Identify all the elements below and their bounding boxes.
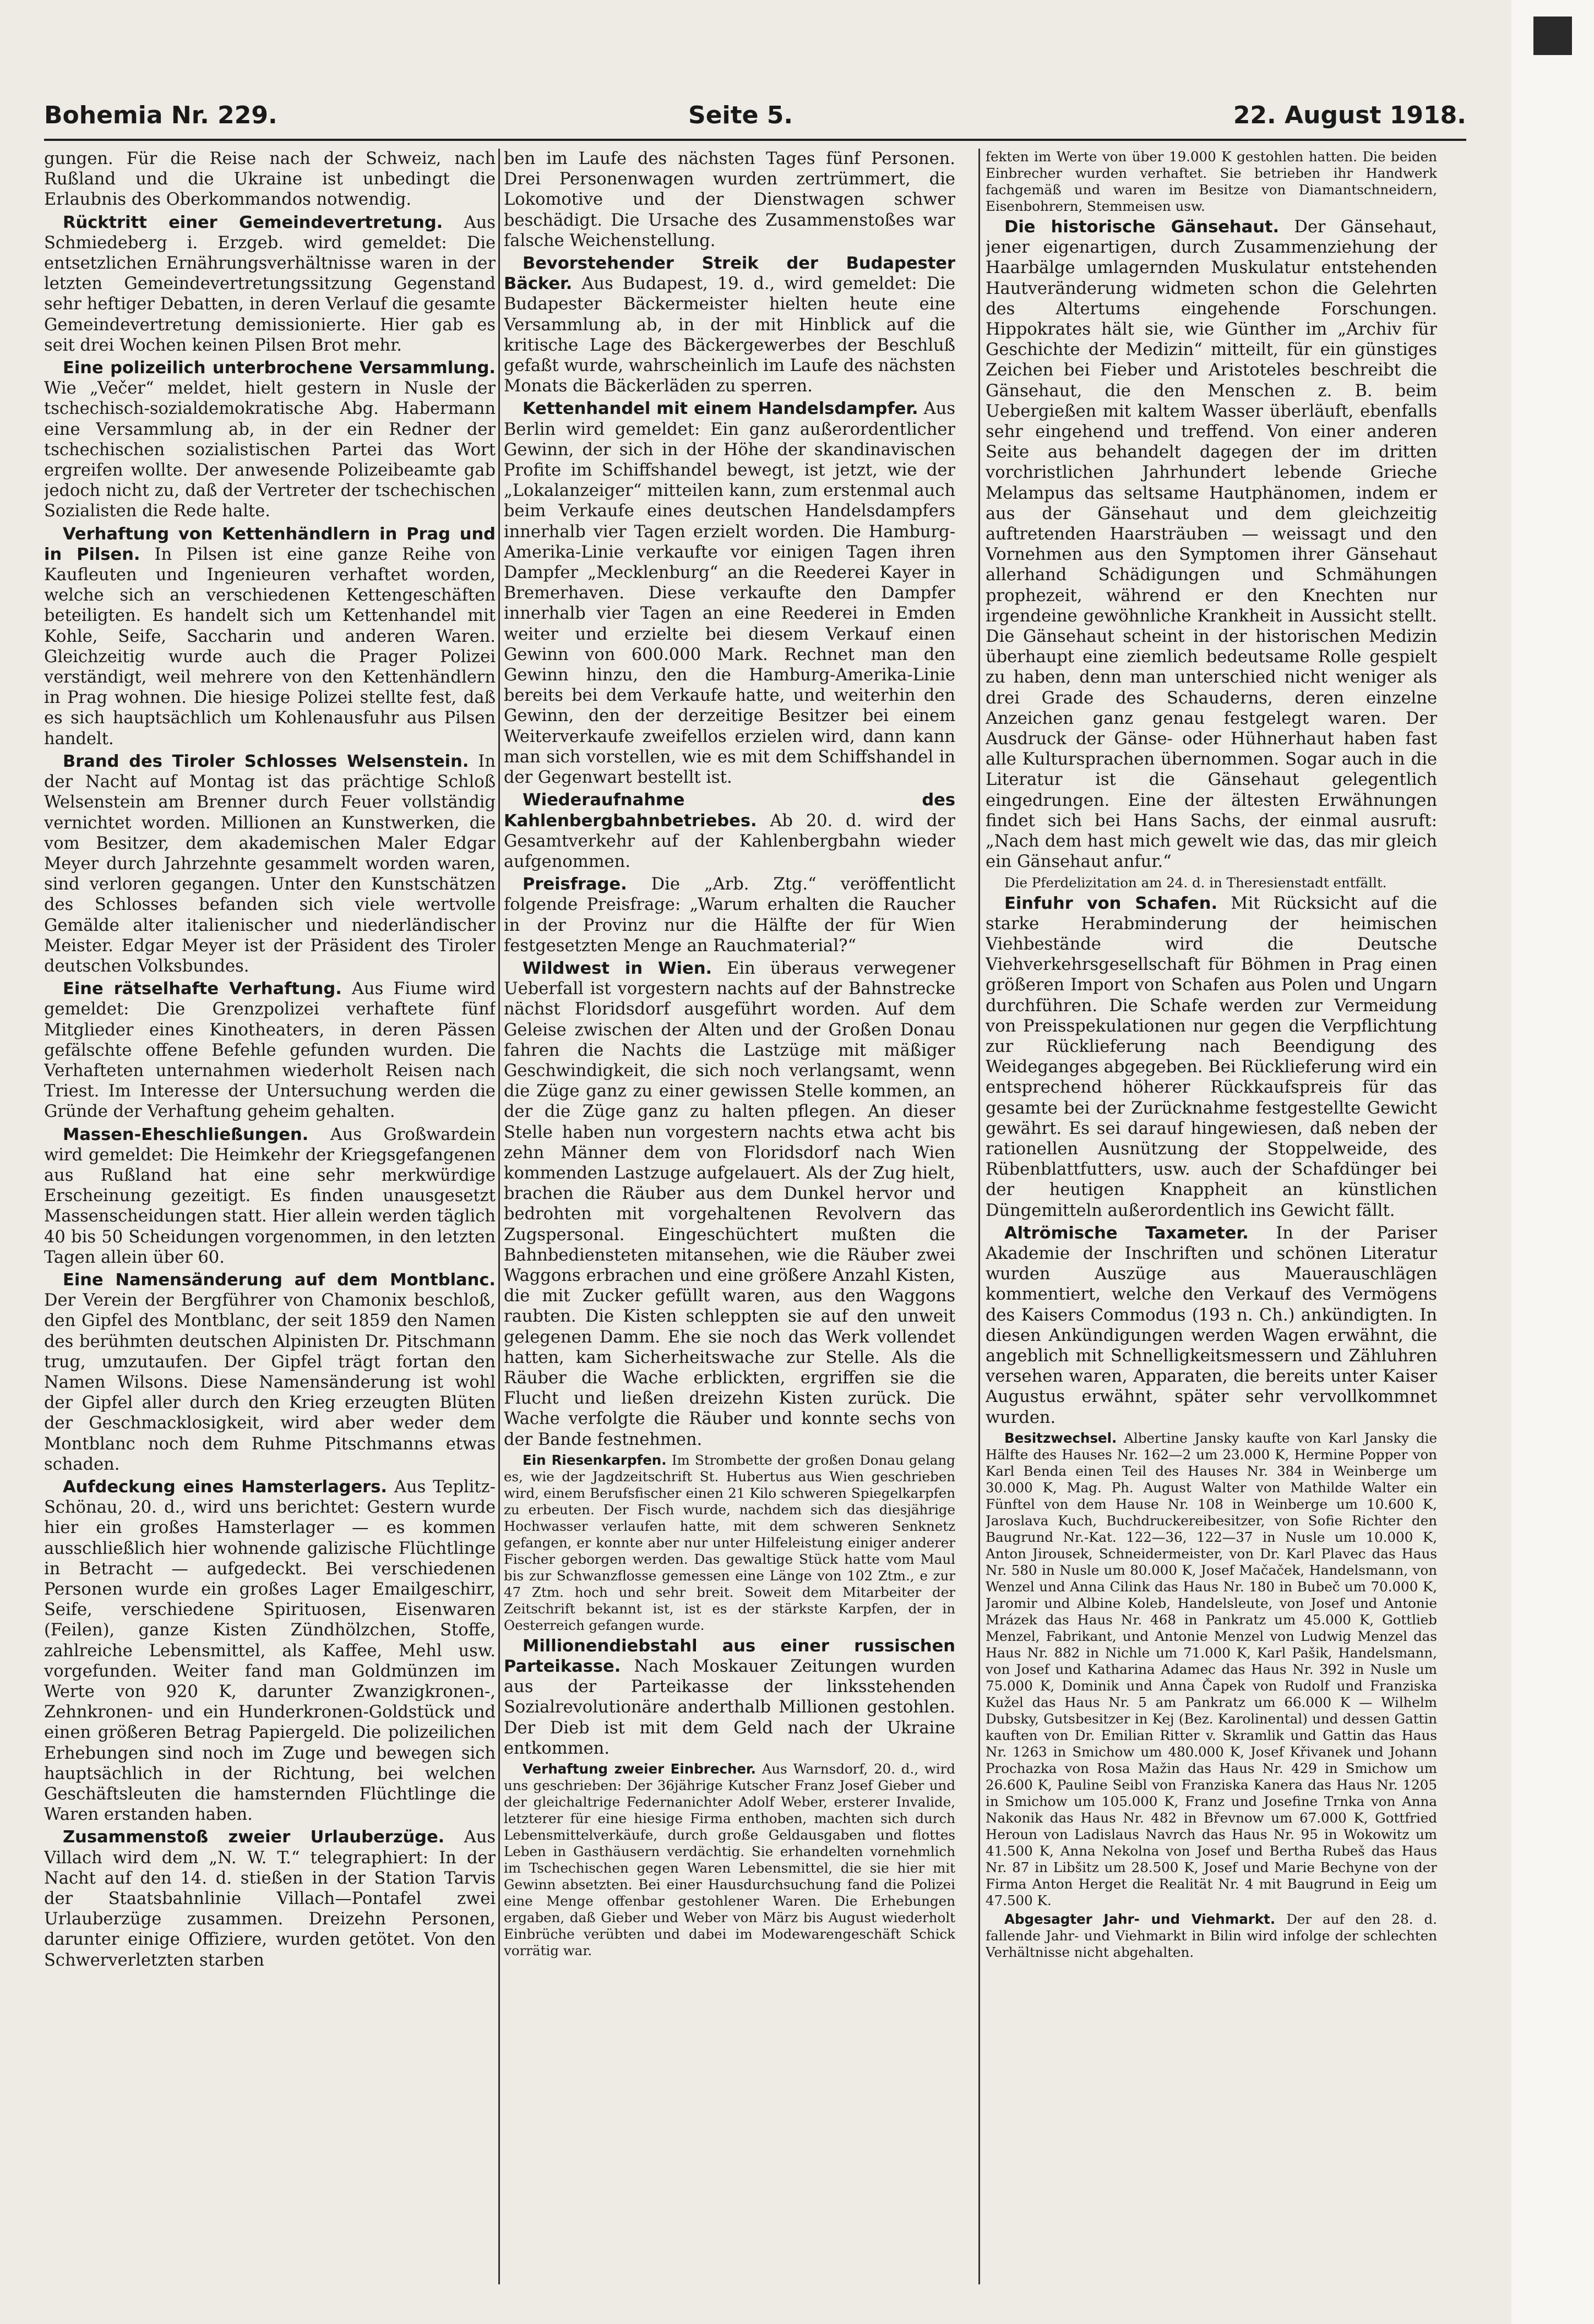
article-text: Ein überaus verwegener Ueberfall ist vorgestern nachts auf der Bahnstrecke nächst Floridsdorf ausgeführt worden. Auf dem Geleise zwischen der Alten und der Großen Donau fahren die Nachts die Lastzüge mit mäßiger Geschwindigkeit, die sich noch verlangsamt, wenn die Züge ganz zu einer gewissen Stelle kommen, an der die Züge ganz zu halten pflegen. An dieser Stelle haben nun vorgestern nachts etwa acht bis zehn Männer dem von Floridsdorf nach Wien kommenden Lastzuge aufgelauert. Als der Zug hielt, brachen die Räuber aus dem Dunkel hervor und bedrohten mit vorgehaltenen Revolvern das Zugspersonal. Eingeschüchtert mußten die Bahnbediensteten mitansehen, wie die Räuber zwei Waggons erbrachen und eine größere Anzahl Kisten, die mit Zucker gefüllt waren, aus den Waggons raubten. Die Kisten schleppten sie auf den unweit gelegenen Damm. Ehe sie noch das Werk vollendet hatten, kam Sicherheitswache zur Stelle. Als die Räuber die Wache erblickten, ergriffen sie die Flucht und ließen dreizehn Kisten zurück. Die Wache verfolgte die Räuber und konnte sechs von der Bande festnehmen. (504, 958, 955, 1449)
article-headline: Bevorstehender Streik der Budapester Bäcker. (504, 254, 955, 294)
article-headline: Wildwest in Wien. (523, 958, 712, 978)
column-divider (498, 149, 500, 2284)
header-issue: Bohemia Nr. 229. (44, 101, 278, 129)
article-headline: Besitzwechsel. (1004, 1430, 1117, 1446)
article-text: Aus Berlin wird gemeldet: Ein ganz außerordentlicher Gewinn, der sich in der Höhe der skandinavischen Profite im Schiffshandel bewegt, ist jetzt, wie der „Lokalanzeiger“ mitteilen kann, zum erstenmal auch beim Verkaufe eines deutschen Handelsdampfers innerhalb vier Tagen erzielt worden. Die Hamburg-Amerika-Linie verkaufte vor einigen Tagen ihren Dampfer „Mecklenburg“ an die Reederei Kayer in Bremerhaven. Diese verkaufte den Dampfer innerhalb vier Tagen an eine Reederei in Emden weiter und erzielte bei diesem Verkauf einen Gewinn von 600.000 Mark. Rechnet man den Gewinn hinzu, den die Hamburg-Amerika-Linie bereits bei dem Verkaufe hatte, und weiterhin den Gewinn, den der derzeitige Besitzer bei einem Weiterverkaufe zweifellos erzielen wird, dann kann man sich vorstellen, wie es mit dem Schiffshandel in der Gegenwart bestellt ist. (504, 399, 955, 788)
article-headline: Aufdeckung eines Hamsterlagers. (63, 1477, 387, 1497)
article-text: Der auf den 28. d. fallende Jahr- und Viehmarkt in Bilin wird infolge der schlechten Verhältnisse nicht abgehalten. (986, 1911, 1437, 1960)
article-columns (44, 149, 1466, 2284)
column-2 (504, 149, 955, 2284)
article-text: Aus Budapest, 19. d., wird gemeldet: Die Budapester Bäckermeister hielten heute eine Versammlung ab, in der mit Hinblick auf die kritische Lage des Bäckergewerbes der Beschluß gefaßt wurde, wahrscheinlich im Laufe des nächsten Monats die Bäckerläden zu sperren. (504, 274, 955, 396)
article-headline: Eine rätselhafte Verhaftung. (63, 979, 342, 999)
article-text: Aus Warnsdorf, 20. d., wird uns geschrieben: Der 36jährige Kutscher Franz Josef Gieber und der gleichaltrige Federnanichter Adolf Weber, ersterer Invalide, letzterer für eine hiesige Firma enthoben, machten sich durch Lebensmittelverkäufe, durch große Geldausgaben und flottes Leben in Gasthäusern verdächtig. Sie erhandelten vornehmlich im Tschechischen gegen Waren Lebensmittel, die sie hier mit Gewinn absetzten. Bei einer Hausdurchsuchung fand die Polizei eine Menge offenbar gestohlener Waren. Die Erhebungen ergaben, daß Gieber und Weber von März bis August wiederholt Einbrüche verübten und dabei im Modewarengeschäft Schick vorrätig war. (504, 1761, 955, 1959)
article-text: In der Pariser Akademie der Inschriften und schönen Literatur wurden Auszüge aus Mauerauschlägen kommentiert, welche den Verkauf des Vermögens des Kaisers Commodus (193 n. Ch.) ankündigten. In diesen Ankündigungen werden Wagen erwähnt, die angeblich mit Schnelligkeitsmessern und Zähluhren versehen waren, Apparaten, die bereits unter Kaiser Augustus erwähnt, später sehr vervollkommnet wurden. (986, 1223, 1437, 1427)
article-paragraph (504, 253, 955, 396)
article-headline: Kettenhandel mit einem Handelsdampfer. (523, 399, 918, 419)
article-headline: Eine polizeilich unterbrochene Versammlung. (63, 358, 496, 378)
article-text: Die Pferdelizitation am 24. d. in Theresienstadt entfällt. (1004, 874, 1387, 891)
article-headline: Wiederaufnahme des Kahlenbergbahnbetriebes. (504, 790, 955, 831)
article-headline: Preisfrage. (523, 875, 627, 894)
article-paragraph (504, 874, 955, 956)
page-header (44, 99, 1466, 132)
article-paragraph (504, 399, 955, 788)
article-paragraph (44, 1125, 496, 1268)
article-text: Ab 20. d. wird der Gesamtverkehr auf der Kahlenbergbahn wieder aufgenommen. (504, 811, 955, 871)
article-headline: Altrömische Taxameter. (1004, 1223, 1249, 1243)
article-paragraph (986, 1223, 1437, 1428)
article-paragraph (986, 875, 1437, 891)
header-rule (44, 139, 1466, 141)
article-headline: Brand des Tiroler Schlosses Welsenstein. (63, 751, 469, 771)
article-headline: Verhaftung zweier Einbrecher. (523, 1761, 756, 1777)
scan-corner-mark (1533, 17, 1572, 55)
article-text: fekten im Werte von über 19.000 K gestohlen hatten. Die beiden Einbrecher wurden verhaftet. Sie betrieben ihr Handwerk fachgemäß und waren im Besitze von Diamantschneidern, Eisenbohrern, Stemmeisen usw. (986, 149, 1437, 214)
article-paragraph (44, 1270, 496, 1475)
article-text: Aus Teplitz-Schönau, 20. d., wird uns berichtet: Gestern wurde hier ein großes Hamsterlager — es kommen ausschließlich hier wohnende galizische Flüchtlinge in Betracht — aufgedeckt. Bei verschiedenen Personen wurde ein großes Lager Emailgeschirr, Seife, verschiedene Spirituosen, Eisenwaren (Feilen), ganze Kisten Zündhölzchen, Stoffe, zahlreiche Lebensmittel, als Kaffee, Mehl usw. vorgefunden. Weiter fand man Goldmünzen im Werte von 920 K, darunter Zwanzigkronen-, Zehnkronen- und ein Hunderkronen-Goldstück und einen größeren Betrag Papiergeld. Die polizeilichen Erhebungen sind noch im Zuge und bewegen sich hauptsächlich in der Richtung, bei welchen Geschäftsleuten die hamsternden Flüchtlinge die Waren erstanden haben. (44, 1477, 496, 1825)
article-text: Der Verein der Bergführer von Chamonix beschloß, den Gipfel des Montblanc, der seit 1859 den Namen des berühmten deutschen Alpinisten Dr. Pitschmann trug, umzutaufen. Der Gipfel trägt fortan den Namen Wilsons. Diese Namensänderung ist wohl der Gipfel aller durch den Krieg erzeugten Blüten der Geschmacklosigkeit, wird aber weder dem Montblanc noch dem Ruhme Pitschmanns etwas schaden. (44, 1291, 496, 1474)
article-headline: Die historische Gänsehaut. (1004, 217, 1280, 237)
article-text: Nach Moskauer Zeitungen wurden aus der Parteikasse der linksstehenden Sozialrevolutionäre anderthalb Millionen gestohlen. Der Dieb ist mit dem Geld nach der Ukraine entkommen. (504, 1657, 955, 1758)
article-headline: Abgesagter Jahr- und Viehmarkt. (1004, 1911, 1276, 1927)
article-headline: Ein Riesenkarpfen. (523, 1452, 667, 1468)
article-text: Der Gänsehaut, jener eigenartigen, durch Zusammenziehung der Haarbälge umlagernden Muskulatur entstehenden Hautveränderung widmeten schon die Gelehrten des Altertums eingehende Forschungen. Hippokrates hält sie, wie Günther im „Archiv für Geschichte der Medizin“ mitteilt, für ein günstiges Zeichen bei Fieber und Aristoteles beschreibt die Gänsehaut, die den Menschen z. B. beim Uebergießen mit kaltem Wasser überläuft, ebenfalls sehr eingehend und treffend. Von einer anderen Seite aus behandelt dagegen der im dritten vorchristlichen Jahrhundert lebende Grieche Melampus das seltsame Hautphänomen, indem er aus der Gänsehaut und dem gleichzeitig auftretenden Haarsträuben — weissagt und den Vornehmen aus den Symptomen ihrer Gänsehaut allerhand Schädigungen und Schmähungen prophezeit, während er den Knechten nur irgendeine gewöhnliche Krankheit in Aussicht stellt. Die Gänsehaut scheint in der historischen Medizin überhaupt eine ziemlich bedeutsame Rolle gespielt zu haben, denn man unterschied nicht weniger als drei Grade des Schauderns, deren einzelne Anzeichen ganz genau festgelegt waren. Der Ausdruck der Gänse- oder Hühnerhaut haben fast alle Kultursprachen übernommen. Sogar auch in die Literatur ist die Gänsehaut gelegentlich eingedrungen. Eine der ältesten Erwähnungen findet sich bei Hans Sachs, der einmal ausruft: „Nach dem hast mich gewelt wie das, das mir gleich ein Gänsehaut anfur.“ (986, 217, 1437, 872)
article-paragraph (44, 358, 496, 522)
article-text: Aus Villach wird dem „N. W. T.“ telegraphiert: In der Nacht auf den 14. d. stießen in der Station Tarvis der Staatsbahnlinie Villach—Pontafel zwei Urlauberzüge zusammen. Dreizehn Personen, darunter einige Offiziere, wurden getötet. Von den Schwerverletzten starben (44, 1827, 496, 1970)
article-text: Aus Fiume wird gemeldet: Die Grenzpolizei verhaftete fünf Mitglieder eines Kinotheaters, in deren Pässen gefälschte offene Befehle gefunden wurden. Die Verhafteten unternahmen wiederholt Reisen nach Triest. Im Interesse der Untersuchung werden die Gründe der Verhaftung geheim gehalten. (44, 979, 496, 1122)
article-paragraph (44, 979, 496, 1122)
article-paragraph (44, 212, 496, 356)
article-headline: Millionendiebstahl aus einer russischen Parteikasse. (504, 1636, 955, 1676)
header-page-number: Seite 5. (688, 101, 793, 129)
article-text: gungen. Für die Reise nach der Schweiz, nach Rußland und die Ukraine ist unbedingt die Erlaubnis des Oberkommandos notwendig. (44, 149, 496, 210)
article-headline: Rücktritt einer Gemeindevertretung. (63, 212, 443, 232)
article-paragraph (504, 1761, 955, 1959)
column-1 (44, 149, 496, 2284)
scan-margin (1511, 0, 1594, 2324)
column-3 (986, 149, 1437, 2284)
article-paragraph (504, 958, 955, 1450)
article-paragraph (504, 149, 955, 251)
article-headline: Eine Namensänderung auf dem Montblanc. (63, 1270, 496, 1290)
article-headline: Zusammenstoß zweier Urlauberzüge. (63, 1827, 445, 1847)
article-text: In der Nacht auf Montag ist das prächtige Schloß Welsenstein am Brenner durch Feuer vollständig vernichtet worden. Millionen an Kunstwerken, die vom Besitzer, dem akademischen Maler Edgar Meyer durch Jahrzehnte gesammelt worden waren, sind verloren gegangen. Unter den Kunstschätzen des Schlosses befanden sich viele wertvolle Gemälde alter italienischer und niederländischer Meister. Edgar Meyer ist der Präsident des Tiroler deutschen Volksbundes. (44, 751, 496, 976)
header-date: 22. August 1918. (1233, 101, 1466, 129)
article-headline: Verhaftung von Kettenhändlern in Prag und in Pilsen. (44, 524, 496, 564)
article-paragraph (504, 790, 955, 872)
article-headline: Einfuhr von Schafen. (1004, 893, 1218, 913)
article-paragraph (44, 1477, 496, 1825)
article-text: In Pilsen ist eine ganze Reihe von Kaufleuten und Ingenieuren verhaftet worden, welche sich an verschiedenen Kettengeschäften beteiligten. Es handelt sich um Kettenhandel mit Kohle, Seife, Saccharin und anderen Waren. Gleichzeitig wurde auch die Prager Polizei verständigt, weil mehrere von den Kettenhändlern in Prag wohnen. Die hiesige Polizei stellte fest, daß es sich hauptsächlich um Kohlenausfuhr aus Pilsen handelt. (44, 544, 496, 749)
article-text: Im Strombette der großen Donau gelang es, wie der Jagdzeitschrift St. Hubertus aus Wien geschrieben wird, einem Berufsfischer einen 21 Kilo schweren Spiegelkarpfen zu erbeuten. Der Fisch wurde, nachdem sich das diesjährige Hochwasser verlaufen hatte, mit dem schweren Senknetz gefangen, er konnte aber nur unter Hilfeleistung einiger anderer Fischer geborgen werden. Das gewaltige Stück hatte vom Maul bis zur Schwanzflosse gemessen eine Länge von 102 Ztm., e zur 47 Ztm. hoch und sehr breit. Soweit dem Mitarbeiter der Zeitschrift bekannt ist, ist es der stärkste Karpfen, der in Oesterreich gefangen wurde. (504, 1452, 955, 1633)
article-paragraph (986, 149, 1437, 215)
article-text: ben im Laufe des nächsten Tages fünf Personen. Drei Personenwagen wurden zertrümmert, die Lokomotive und der Dienstwagen schwer beschädigt. Die Ursache des Zusammenstoßes war falsche Weichenstellung. (504, 149, 955, 250)
article-paragraph (504, 1452, 955, 1634)
article-paragraph (44, 751, 496, 976)
article-paragraph (44, 524, 496, 749)
article-paragraph (986, 1430, 1437, 1909)
article-text: Aus Schmiedeberg i. Erzgeb. wird gemeldet: Die entsetzlichen Ernährungsverhältnisse waren in der letzten Gemeindevertretungssitzung Gegenstand sehr heftiger Debatten, in deren Verlauf die gesamte Gemeindevertretung demissionierte. Hier gab es seit drei Wochen keinen Pilsen Brot mehr. (44, 212, 496, 355)
article-paragraph (44, 1827, 496, 1970)
article-paragraph (986, 217, 1437, 872)
article-text: Albertine Jansky kaufte von Karl Jansky die Hälfte des Hauses Nr. 162—2 um 23.000 K, Hermine Popper von Karl Benda einen Teil des Hauses Nr. 384 in Weinberge um 30.000 K, Mag. Ph. August Walter von Mathilde Walter ein Fünftel von dem Hause Nr. 108 in Weinberge um 10.600 K, Jaroslava Kuch, Buchdruckereibesitzer, von Sofie Richter den Baugrund Nr.-Kat. 122—36, 122—37 in Nusle um 10.000 K, Anton Jirousek, Schneidermeister, von Dr. Karl Plavec das Haus Nr. 580 in Nusle um 80.000 K, Josef Mačaček, Handelsmann, von Wenzel und Anna Cilink das Haus Nr. 180 in Bubeč um 70.000 K, Jaromir und Albine Koleb, Handelsleute, von Josef und Antonie Mrázek das Haus Nr. 468 in Pankratz um 45.000 K, Gottlieb Menzel, Fabrikant, und Antonie Menzel von Ludwig Menzel das Haus Nr. 882 in Nichle um 71.000 K, Karl Pašik, Handelsmann, von Josef und Katharina Adamec das Haus Nr. 392 in Nusle um 75.000 K, Dominik und Anna Čapek von Rudolf und Franziska Kužel das Haus Nr. 5 am Pankratz um 66.000 K — Wilhelm Dubsky, Gutsbesitzer in Kej (Bez. Karolinental) und dessen Gattin kauften von Dr. Emilian Ritter v. Skramlik und Gattin das Haus Nr. 1263 in Smichow um 480.000 K, Josef Křivanek und Johann Prochazka von Rosa Mažin das Haus Nr. 429 in Smichow um 26.600 K, Pauline Seibl von Franziska Kanera das Haus Nr. 1205 in Smichow um 105.000 K, Franz und Josefine Trnka von Anna Nakonik das Haus Nr. 482 in Břevnow um 67.000 K, Gottfried Heroun von Ladislaus Navrch das Haus Nr. 95 in Wokowitz um 41.500 K, Anna Nekolna von Josef und Bertha Rubeš das Haus Nr. 87 in Libšitz um 28.500 K, Josef und Marie Bechyne von der Firma Anton Herget die Realität Nr. 4 mit Baugrund in Eeig um 47.500 K. (986, 1430, 1437, 1908)
article-paragraph (986, 893, 1437, 1221)
article-text: Aus Großwardein wird gemeldet: Die Heimkehr der Kriegsgefangenen aus Rußland hat eine sehr merkwürdige Erscheinung gezeitigt. Es finden unausgesetzt Massenscheidungen statt. Hier allein werden täglich 40 bis 50 Scheidungen vorgenommen, in den letzten Tagen allein über 60. (44, 1125, 496, 1267)
article-text: Die „Arb. Ztg.“ veröffentlicht folgende Preisfrage: „Warum erhalten die Raucher in der Provinz nur die Hälfte der für Wien festgesetzten Menge an Rauchmaterial?“ (504, 875, 955, 956)
article-text: Mit Rücksicht auf die starke Herabminderung der heimischen Viehbestände wird die Deutsche Viehverkehrsgesellschaft für Böhmen in Prag einen größeren Import von Schafen aus Polen und Ungarn durchführen. Die Schafe werden zur Vermeidung von Preisspekulationen nur gegen die Verpflichtung zur Rücklieferung nach Beendigung des Weideganges abgegeben. Bei Rücklieferung wird ein entsprechend höherer Rückkaufspreis für das gesamte bei der Zurücknahme festgestellte Gewicht gewährt. Es sei darauf hingewiesen, daß neben der rationellen Ausnützung der Stoppelweide, des Rübenblattfutters, usw. auch der Schafdünger bei der heutigen Knappheit an künstlichen Düngemitteln außerordentlich ins Gewicht fällt. (986, 893, 1437, 1220)
column-divider (978, 149, 980, 2284)
article-paragraph (44, 149, 496, 210)
article-text: Wie „Večer“ meldet, hielt gestern in Nusle der tschechisch-sozialdemokratische Abg. Habermann eine Versammlung ab, in der ein Redner der tschechischen sozialistischen Partei das Wort ergreifen wollte. Der anwesende Polizeibeamte gab jedoch nicht zu, daß der Vertreter der tschechischen Sozialisten die Rede halte. (44, 379, 496, 521)
article-paragraph (986, 1911, 1437, 1961)
article-headline: Massen-Eheschließungen. (63, 1125, 309, 1144)
article-paragraph (504, 1636, 955, 1759)
